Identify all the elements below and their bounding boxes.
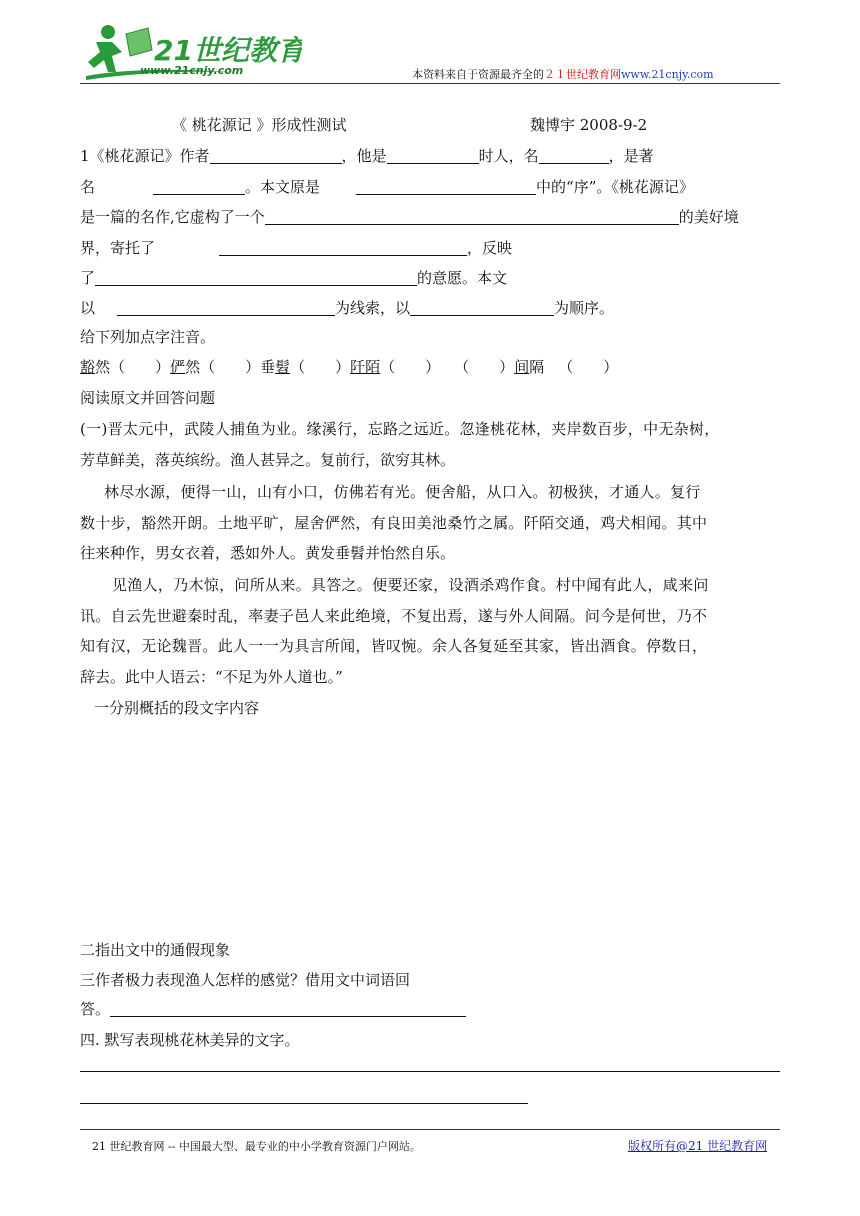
q1-text: ，是著 bbox=[608, 147, 654, 165]
q1-text: 为线索，以 bbox=[335, 299, 411, 317]
blank-author[interactable] bbox=[210, 147, 342, 164]
pinyin-answer[interactable]: （ ） bbox=[558, 358, 619, 376]
pinyin-char: 豁 bbox=[80, 358, 96, 376]
pinyin-char: 髫 bbox=[275, 358, 291, 376]
q1-text: ，他是 bbox=[341, 147, 387, 165]
question-three: 三作者极力表现渔人怎样的感觉？借用文中词语回 bbox=[80, 971, 411, 989]
blank-feeling[interactable] bbox=[110, 1000, 466, 1017]
passage-line: 讯。自云先世避秦时乱，率妻子邑人来此绝境，不复出焉，遂与外人间隔。问今是何世，乃不 bbox=[80, 607, 708, 625]
passage-line: 数十步，豁然开朗。土地平旷，屋舍俨然，有良田美池桑竹之属。阡陌交通，鸡犬相闻。其中 bbox=[80, 514, 708, 532]
header-divider bbox=[80, 83, 780, 84]
q1-text: 是一篇的名作,它虚构了一个 bbox=[80, 208, 265, 226]
passage-line: 林尽水源，便得一山，山有小口，仿佛若有光。便舍船，从口入。初极狭，才通人。复行 bbox=[104, 483, 701, 501]
header-note bbox=[412, 66, 714, 82]
pinyin-char: 然 bbox=[185, 358, 201, 376]
q1-text: 。本文原是 bbox=[245, 178, 321, 196]
question-one: 一分别概括的段文字内容 bbox=[94, 699, 260, 717]
q1-line-6 bbox=[80, 298, 614, 318]
pinyin-char: 然 bbox=[95, 358, 111, 376]
footer-copyright-link[interactable]: 版权所有@21 世纪教育网 bbox=[628, 1139, 768, 1153]
passage-line: (一)晋太元中，武陵人捕鱼为业。缘溪行，忘路之远近。忽逢桃花林，夹岸数百步，中无杂树， bbox=[80, 420, 720, 438]
footer-text: 21 世纪教育网 -- 中国最大型、最专业的中小学教育资源门户网站。 bbox=[92, 1140, 421, 1153]
q1-text: 界，寄托了 bbox=[80, 239, 156, 257]
footer-divider bbox=[80, 1129, 780, 1130]
q1-text: 时人，名 bbox=[478, 147, 539, 165]
page-title: 《 桃花源记 》形成性测试 bbox=[172, 116, 347, 134]
pinyin-char: 隔 bbox=[529, 358, 545, 376]
q1-line-4 bbox=[80, 238, 512, 258]
blank-wish[interactable] bbox=[95, 269, 417, 286]
site-logo bbox=[82, 20, 302, 82]
pinyin-answer[interactable]: （ ） bbox=[290, 358, 351, 376]
q1-text: 名 bbox=[80, 178, 96, 196]
passage-line: 往来种作，男女衣着，悉如外人。黄发垂髫并怡然自乐。 bbox=[80, 544, 456, 562]
pinyin-answer[interactable]: （ ） bbox=[380, 358, 441, 376]
q1-line-3 bbox=[80, 207, 739, 227]
author-date: 魏博宇 2008-9-2 bbox=[530, 116, 648, 134]
blank-clue[interactable] bbox=[117, 299, 335, 316]
q1-text: 以 bbox=[80, 299, 96, 317]
pinyin-heading: 给下列加点字注音。 bbox=[80, 328, 216, 346]
header-note-url[interactable]: www.21cnjy.com bbox=[621, 68, 714, 81]
q1-line-5 bbox=[80, 268, 507, 288]
blank-world[interactable] bbox=[265, 208, 679, 225]
answer-line-1[interactable] bbox=[80, 1071, 780, 1072]
q1-text: 的美好境 bbox=[678, 208, 739, 226]
question-three-answer bbox=[80, 999, 466, 1019]
pinyin-answer[interactable]: （ ） bbox=[110, 358, 171, 376]
passage-line: 芳草鲜美，落英缤纷。渔人甚异之。复前行，欲穷其林。 bbox=[80, 451, 456, 469]
pinyin-row bbox=[80, 357, 618, 377]
blank-name[interactable] bbox=[539, 147, 609, 164]
passage-line: 辞去。此中人语云：“不足为外人道也。” bbox=[80, 668, 343, 686]
reading-heading: 阅读原文并回答问题 bbox=[80, 389, 216, 407]
blank-fame[interactable] bbox=[153, 178, 245, 195]
q1-line-1 bbox=[80, 146, 654, 166]
passage-line: 知有汉，无论魏晋。此人一一为具言所闻，皆叹惋。余人各复延至其家，皆出酒食。停数日， bbox=[80, 637, 708, 655]
q1-text: 了 bbox=[80, 269, 96, 287]
runner-logo-icon bbox=[82, 20, 302, 82]
pinyin-answer[interactable]: （ ） bbox=[454, 358, 515, 376]
header-note-brand: ２１世纪教育网 bbox=[544, 68, 621, 81]
header-note-prefix: 本资料来自于资源最齐全的 bbox=[412, 68, 544, 81]
pinyin-char: 间 bbox=[514, 358, 530, 376]
blank-source[interactable] bbox=[356, 178, 536, 195]
q1-text: 中的“序”。《桃花源记》 bbox=[536, 178, 694, 196]
q1-text: 为顺序。 bbox=[554, 299, 615, 317]
pinyin-char: 俨 bbox=[170, 358, 186, 376]
pinyin-char: 垂 bbox=[260, 358, 276, 376]
q1-text: 的意愿。本文 bbox=[417, 269, 508, 287]
logo-wordmark: 21世纪教育 bbox=[154, 34, 302, 67]
question-three-text: 答。 bbox=[80, 1000, 111, 1018]
blank-era[interactable] bbox=[387, 147, 479, 164]
logo-url: www.21cnjy.com bbox=[140, 64, 244, 77]
question-four: 四. 默写表现桃花林美异的文字。 bbox=[80, 1031, 300, 1049]
blank-hope[interactable] bbox=[219, 239, 467, 256]
q1-line-2 bbox=[80, 177, 694, 197]
q1-text: 1《桃花源记》作者 bbox=[80, 147, 210, 165]
answer-line-2[interactable] bbox=[80, 1103, 528, 1104]
passage-line: 见渔人，乃木惊，问所从来。具答之。便要还家，设酒杀鸡作食。村中闻有此人，咸来问 bbox=[112, 576, 709, 594]
q1-text: ，反映 bbox=[467, 239, 513, 257]
blank-order[interactable] bbox=[410, 299, 554, 316]
pinyin-answer[interactable]: （ ） bbox=[200, 358, 261, 376]
question-two: 二指出文中的通假现象 bbox=[80, 941, 231, 959]
pinyin-char: 阡陌 bbox=[350, 358, 381, 376]
